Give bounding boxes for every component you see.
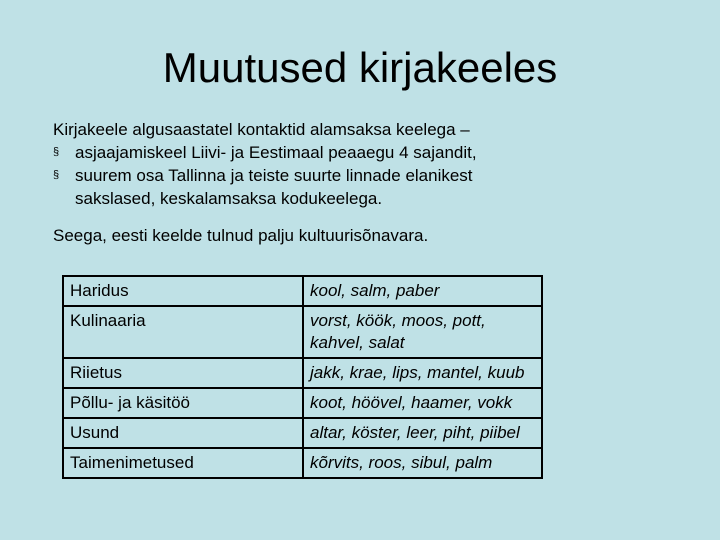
term-cell: Haridus: [63, 276, 303, 306]
summary-note: Seega, eesti keelde tulnud palju kultuurisõnavara.: [53, 226, 429, 245]
bullet-text: suurem osa Tallinna ja teiste suurte linnade elanikest sakslased, keskalamsaksa kodukeelega.: [75, 166, 473, 208]
table-row: [63, 276, 542, 306]
table-row: [63, 418, 542, 448]
words-cell: koot, höövel, haamer, vokk: [303, 388, 542, 418]
words-cell: altar, köster, leer, piht, piibel: [303, 418, 542, 448]
words-cell: jakk, krae, lips, mantel, kuub: [303, 358, 542, 388]
term-cell: Kulinaaria: [63, 306, 303, 358]
term-cell: Taimenimetused: [63, 448, 303, 478]
words-cell: vorst, köök, moos, pott, kahvel, salat: [303, 306, 542, 358]
term-cell: Usund: [63, 418, 303, 448]
bullet-item: [53, 141, 545, 164]
vocabulary-table: [62, 275, 543, 479]
table-row: [63, 448, 542, 478]
term-cell: Riietus: [63, 358, 303, 388]
table-row: [63, 306, 542, 358]
bullet-item: [53, 164, 545, 210]
intro-block: [53, 118, 545, 210]
bullet-mark: §: [53, 169, 60, 181]
bullet-mark: §: [53, 146, 60, 158]
intro-lead: Kirjakeele algusaastatel kontaktid alamsaksa keelega –: [53, 120, 470, 139]
table-row: [63, 358, 542, 388]
term-cell: Põllu- ja käsitöö: [63, 388, 303, 418]
words-cell: kool, salm, paber: [303, 276, 542, 306]
bullet-text: asjaajamiskeel Liivi- ja Eestimaal peaaegu 4 sajandit,: [75, 143, 477, 162]
table-row: [63, 388, 542, 418]
slide-title: Muutused kirjakeeles: [162, 44, 558, 91]
words-cell: kõrvits, roos, sibul, palm: [303, 448, 542, 478]
